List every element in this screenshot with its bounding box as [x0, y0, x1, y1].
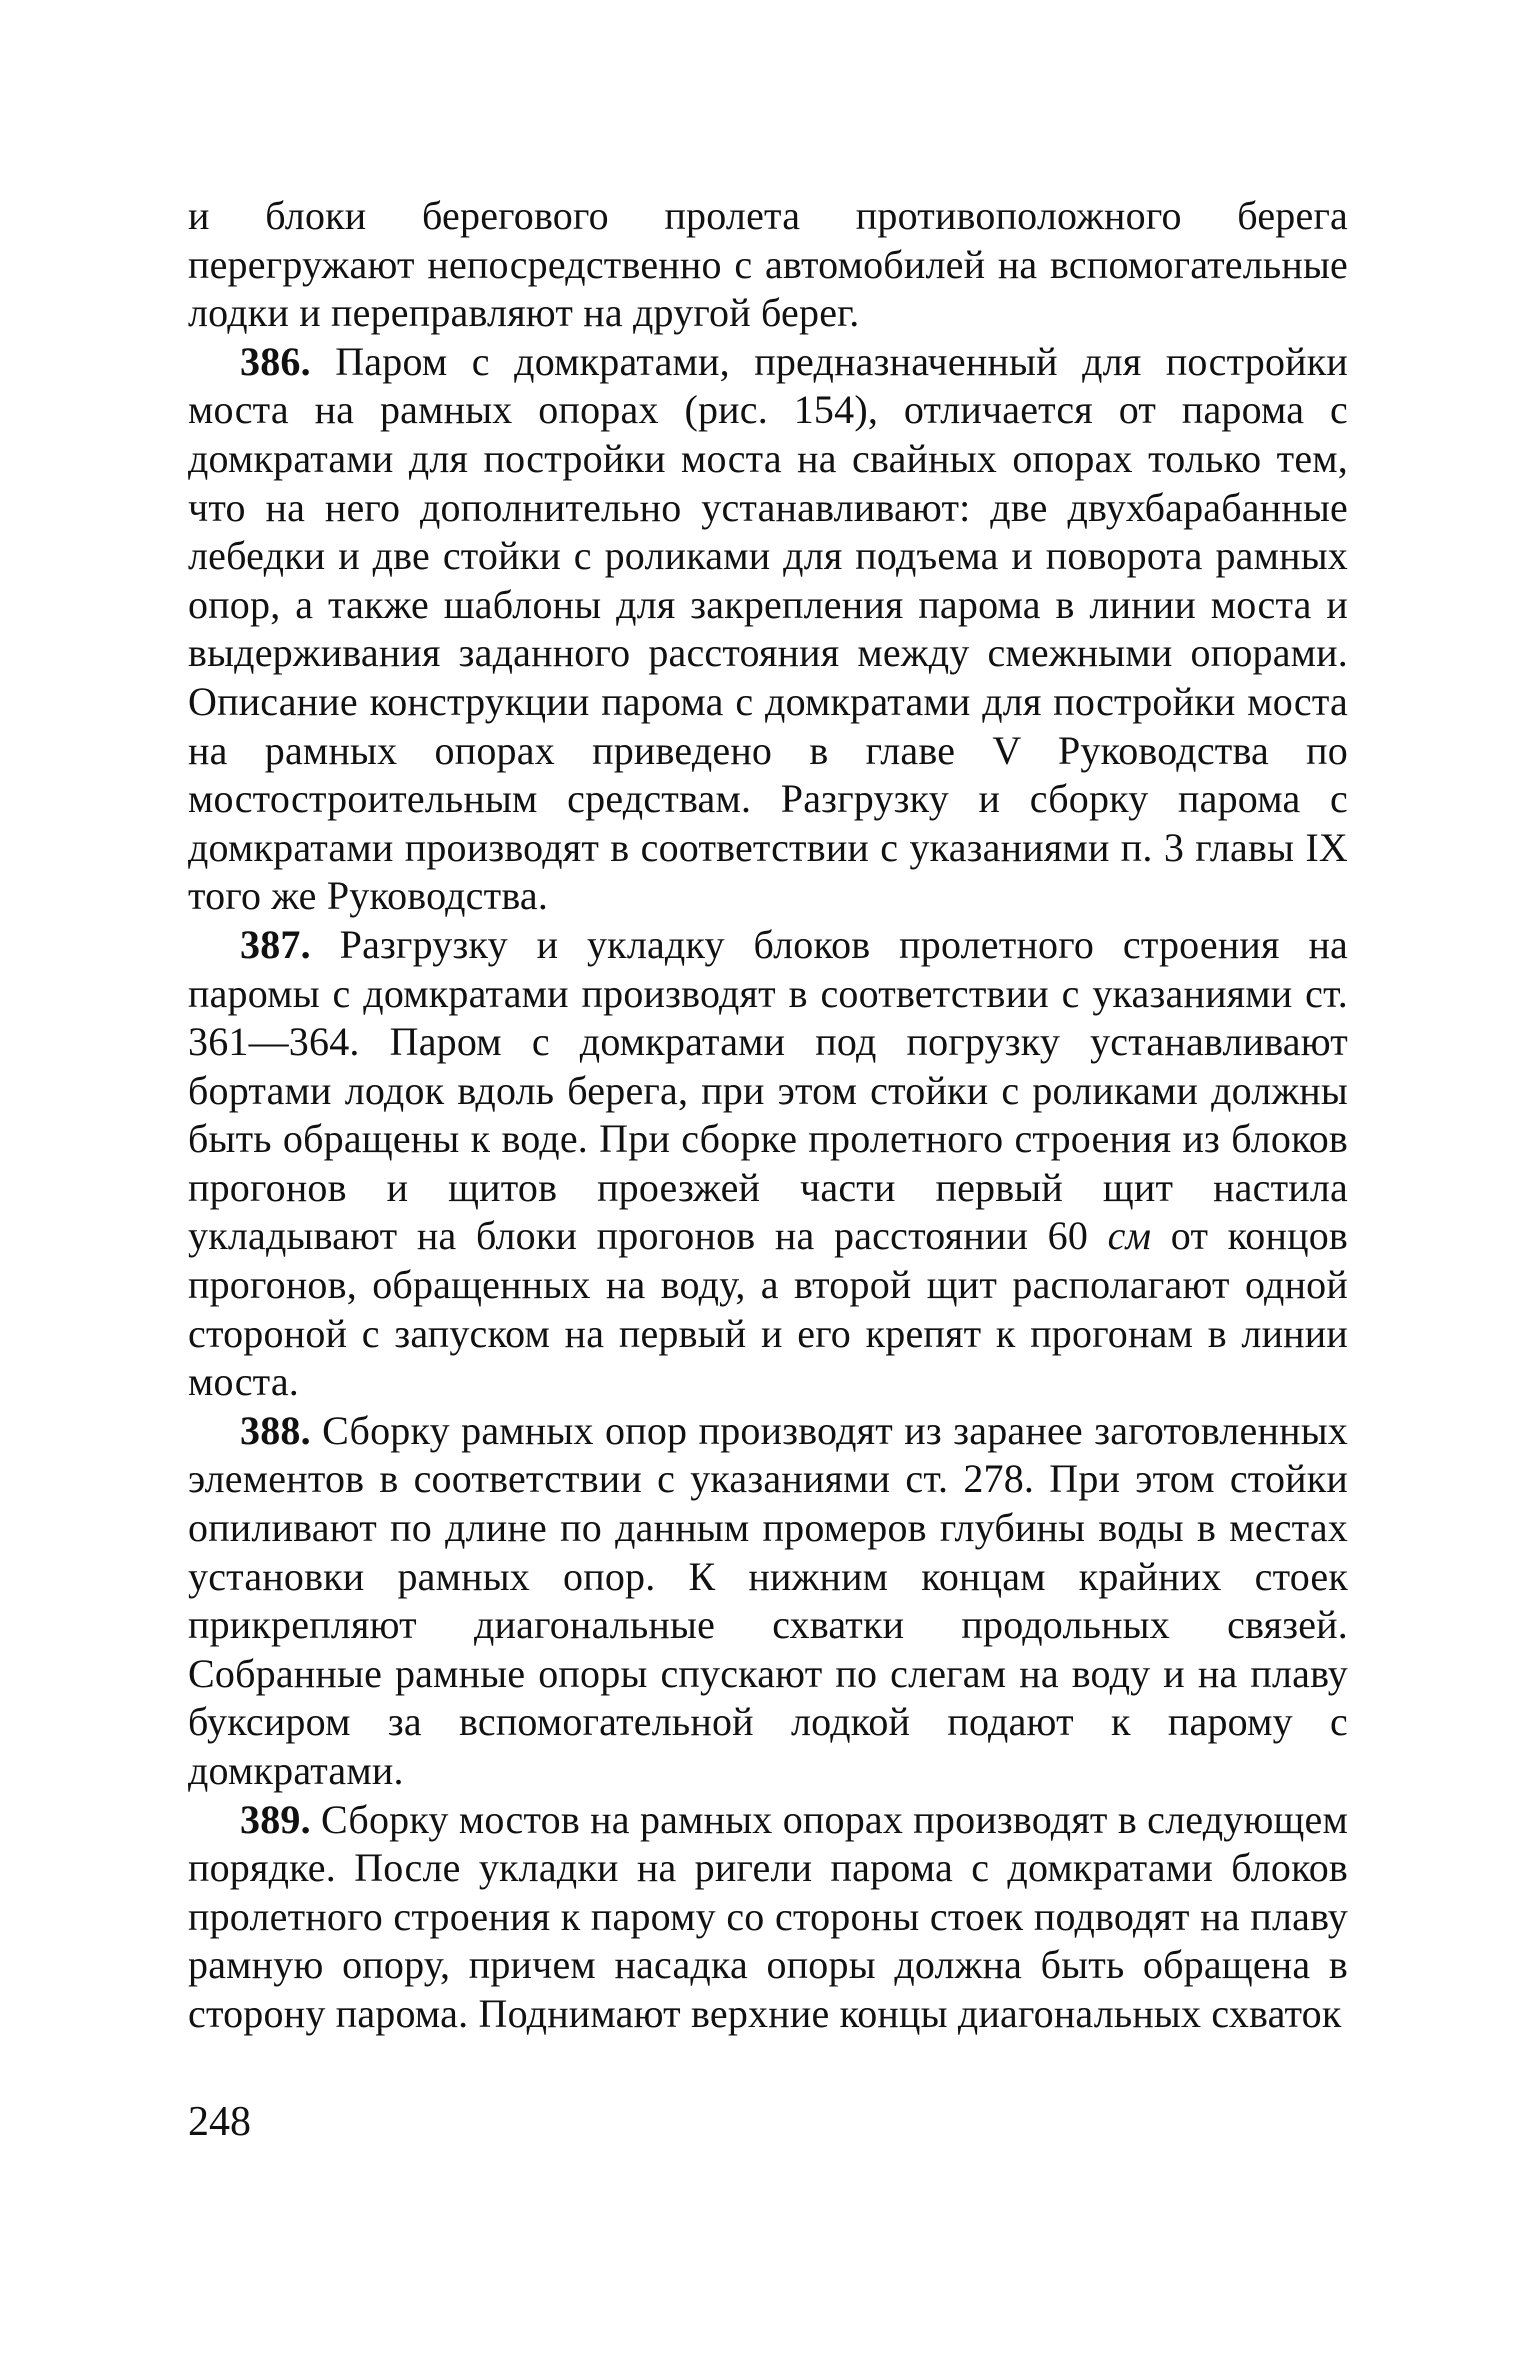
- paragraph-386: [188, 338, 1348, 921]
- paragraph-text: Разгрузку и укладку блоков пролетного строения на паромы с домкратами производят в соответствии с указаниями ст. 361—364. Паром с домкратами под погрузку устанавливают бортами лодок вдоль берега, при этом стойки с роликами должны быть обращены к воде. При сборке пролетного строения из блоков прогонов и щитов проезжей части первый щит настила укладывают на блоки прогонов на расстоянии 60: [188, 921, 1348, 1259]
- paragraph-text-cont: от концов прогонов, обращенных на воду, а второй щит располагают одной стороной с запуском на первый и его крепят к прогонам в линии моста.: [188, 1213, 1348, 1405]
- paragraph-388: [188, 1407, 1348, 1796]
- paragraph-number: 386.: [240, 338, 311, 384]
- paragraph-389: [188, 1796, 1348, 2039]
- paragraph-text: Паром с домкратами, предназначенный для постройки моста на рамных опорах (рис. 154), отличается от парома с домкратами для постройки моста на свайных опорах только тем, что на него дополнительно устанавливают: две двухбарабанные лебедки и две стойки с роликами для подъема и поворота рамных опор, а также шаблоны для закрепления парома в линии моста и выдерживания заданного расстояния между смежными опорами. Описание конструкции парома с домкратами для постройки моста на рамных опорах приведено в главе V Руководства по мостостроительным средствам. Разгрузку и сборку парома с домкратами производят в соответствии с указаниями п. 3 главы IX того же Руководства.: [188, 338, 1348, 919]
- paragraph-text: и блоки берегового пролета противоположного берега перегружают непосредственно с автомобилей на вспомогательные лодки и переправляют на другой берег.: [188, 193, 1348, 336]
- paragraph-continuation: [188, 192, 1348, 338]
- paragraph-number: 388.: [240, 1407, 311, 1453]
- body-text: [188, 192, 1348, 2039]
- paragraph-number: 387.: [240, 921, 311, 967]
- paragraph-number: 389.: [240, 1796, 311, 1842]
- paragraph-text: Сборку мостов на рамных опорах производят в следующем порядке. После укладки на ригели парома с домкратами блоков пролетного строения к парому со стороны стоек подводят на плаву рамную опору, причем насадка опоры должна быть обращена в сторону парома. Поднимают верхние концы диагональных схваток: [188, 1796, 1348, 2036]
- paragraph-387: [188, 921, 1348, 1407]
- paragraph-text: Сборку рамных опор производят из заранее заготовленных элементов в соответствии с указаниями ст. 278. При этом стойки опиливают по длине по данным промеров глубины воды в местах установки рамных опор. К нижним концам крайних стоек прикрепляют диагональные схватки продольных связей. Собранные рамные опоры спускают по слегам на воду и на плаву буксиром за вспомогательной лодкой подают к парому с домкратами.: [188, 1407, 1348, 1793]
- page-number: 248: [188, 2099, 251, 2145]
- unit-label: см: [1107, 1213, 1152, 1259]
